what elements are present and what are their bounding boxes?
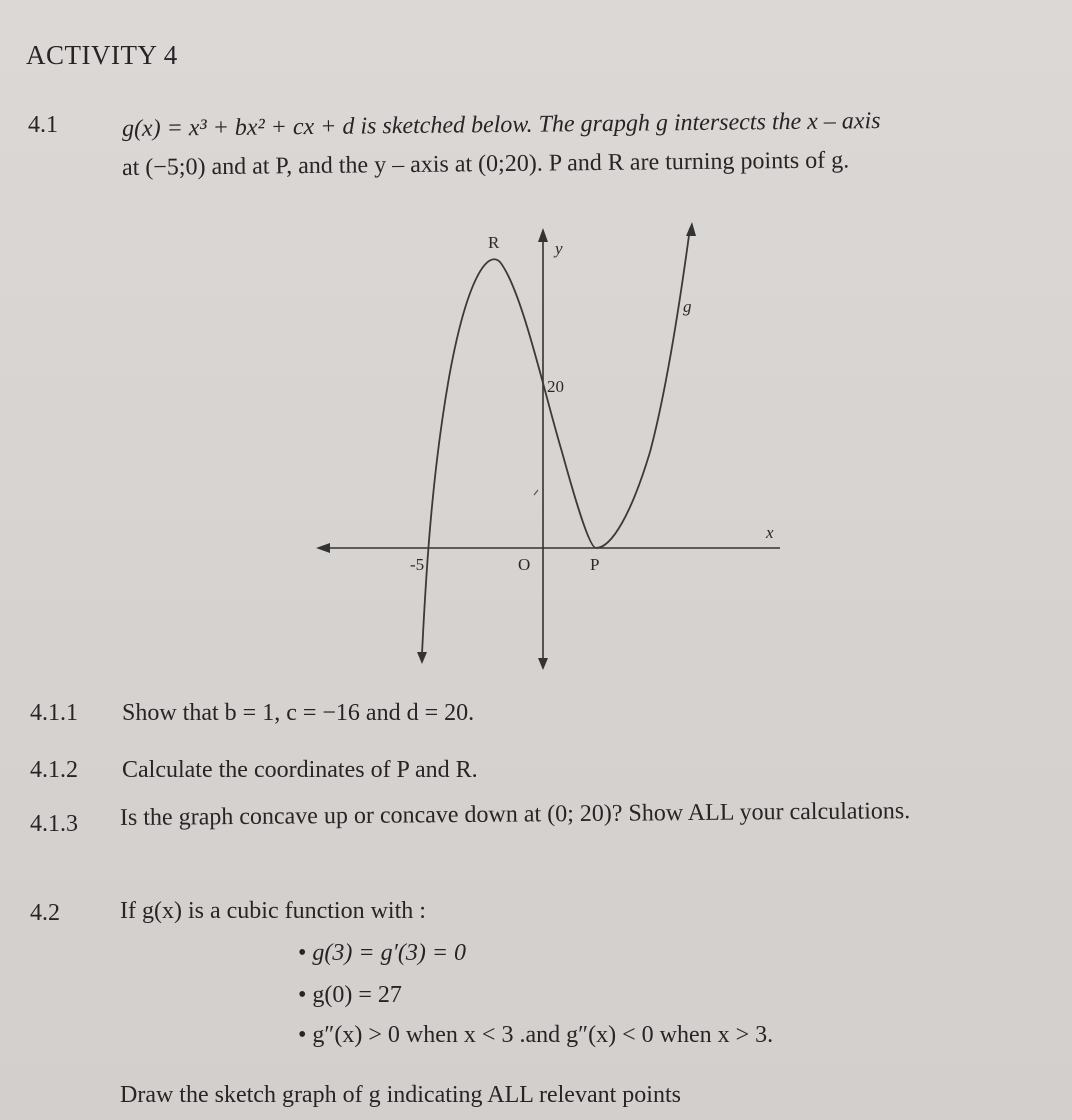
label-origin: O: [518, 555, 531, 574]
bullet-1: [298, 940, 466, 967]
x-axis-arrow-left: [316, 543, 330, 553]
question-4-2-number: 4.2: [30, 900, 60, 926]
question-4-1-number: 4.1: [28, 112, 58, 138]
cubic-graph-svg: [300, 212, 800, 682]
y-axis-arrow-up: [538, 228, 548, 242]
bullet-2: [298, 982, 402, 1009]
bullet-2-text: g(0) = 27: [312, 982, 402, 1008]
cubic-curve-g: [422, 228, 690, 654]
bullet-dot: •: [298, 982, 313, 1008]
label-R: R: [488, 233, 500, 252]
label-y-axis: y: [555, 239, 563, 258]
label-g: g: [683, 297, 692, 316]
activity-title: ACTIVITY 4: [26, 40, 178, 70]
y-axis-arrow-down: [538, 658, 548, 670]
question-4-1-2-number: 4.1.2: [30, 757, 78, 783]
question-4-1-2-text: Calculate the coordinates of P and R.: [122, 757, 478, 783]
cubic-graph: [300, 212, 800, 687]
question-4-2-closing: Draw the sketch graph of g indicating ALL relevant points: [120, 1082, 681, 1108]
question-4-1-3-text: Is the graph concave up or concave down at (0; 20)? Show ALL your calculations.: [119, 798, 911, 831]
question-4-1-line-1: g(x) = x³ + bx² + cx + d is sketched below. The grapgh g intersects the x – axis: [121, 108, 881, 142]
label-P: P: [590, 555, 600, 574]
curve-arrow-bottom: [417, 652, 427, 664]
bullet-dot: •: [298, 1022, 313, 1048]
curve-arrow-top: [686, 222, 696, 236]
bullet-1-text: g(3) = g′(3) = 0: [312, 940, 467, 966]
question-4-2-intro: If g(x) is a cubic function with :: [120, 898, 426, 924]
question-4-1-3-number: 4.1.3: [30, 811, 78, 837]
label-x-axis: x: [766, 523, 774, 542]
bullet-3-text: g″(x) > 0 when x < 3 .and g″(x) < 0 when x > 3.: [312, 1022, 774, 1048]
label-20: 20: [547, 377, 564, 396]
question-4-1-1-number: 4.1.1: [30, 700, 78, 726]
question-4-1-line-2: at (−5;0) and at P, and the y – axis at (0;20). P and R are turning points of g.: [121, 147, 850, 181]
question-4-1-1-text: Show that b = 1, c = −16 and d = 20.: [122, 700, 475, 726]
bullet-3: [298, 1022, 773, 1049]
label-minus-5: -5: [410, 555, 425, 574]
tick-mark: [534, 490, 538, 495]
bullet-dot: •: [298, 940, 313, 966]
